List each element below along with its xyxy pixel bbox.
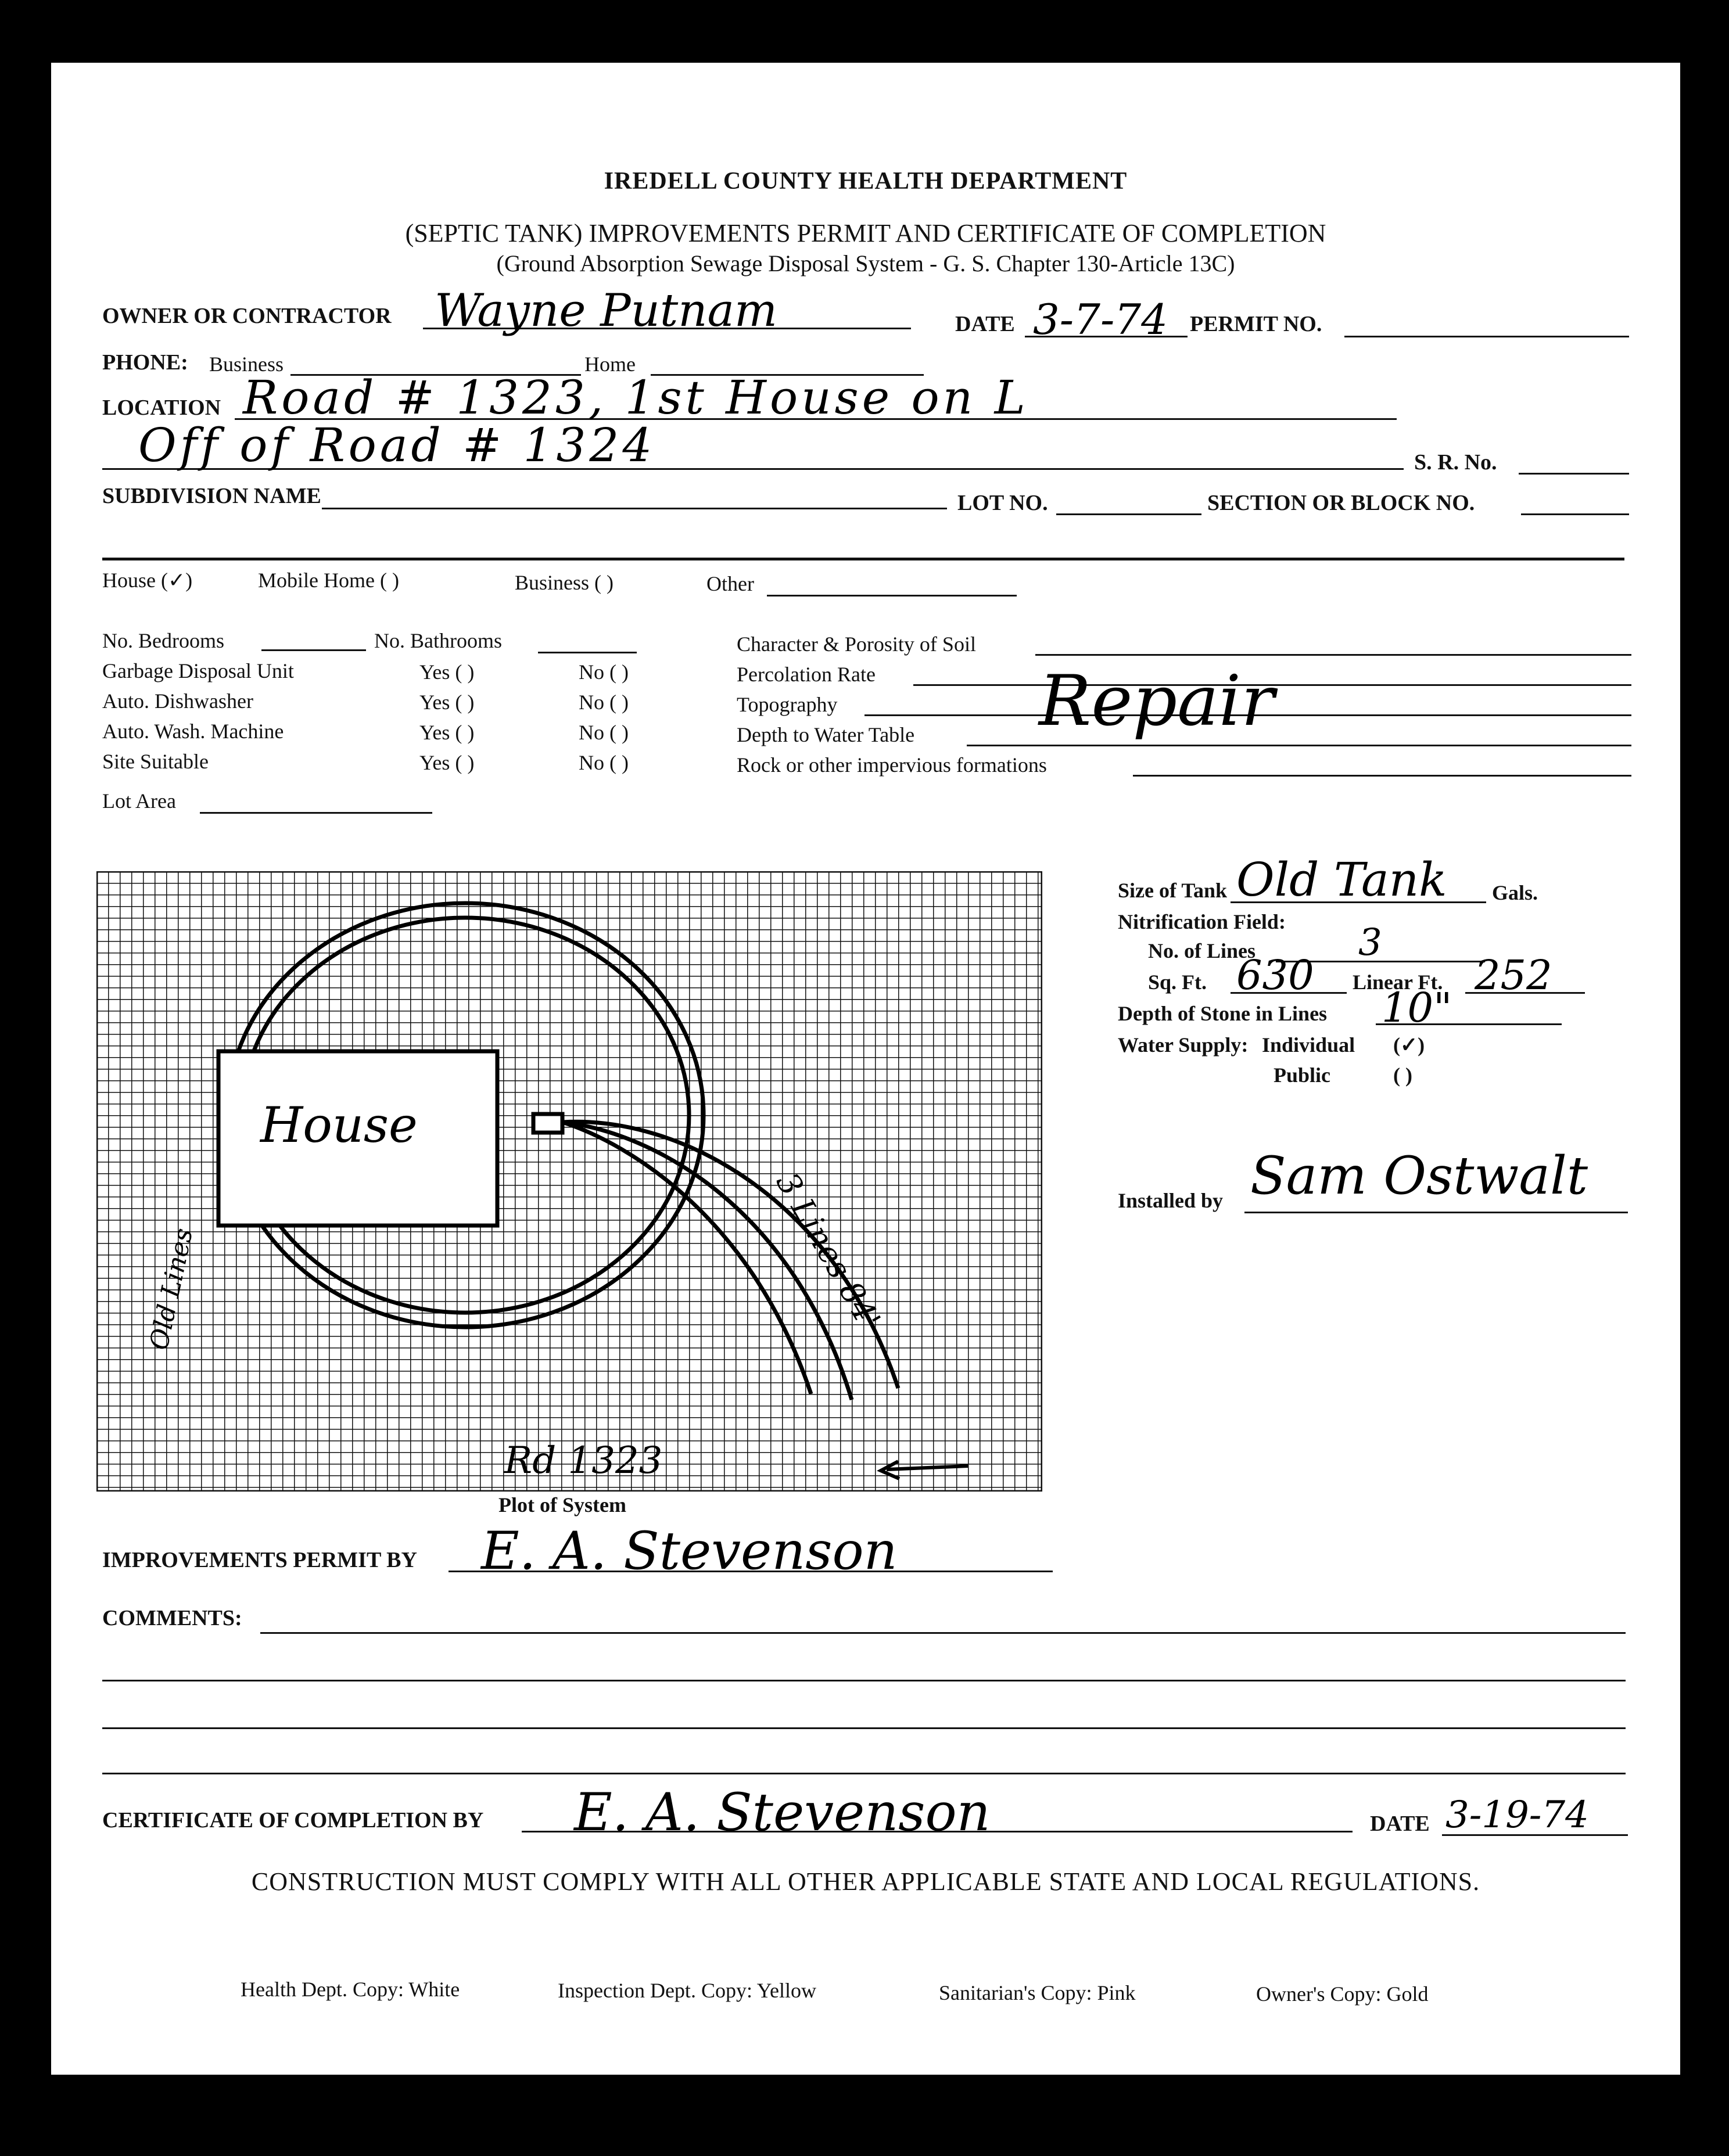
plot-side-label: Old Lines [144, 1226, 199, 1353]
gals-label: Gals. [1492, 881, 1538, 904]
copy-owner: Owner's Copy: Gold [1256, 1982, 1429, 2006]
sqft-value: 630 [1236, 951, 1314, 999]
type-business: Business ( ) [515, 571, 614, 594]
certificate-date-label: DATE [1370, 1812, 1430, 1836]
plot-field-label: 3 Lines 84' [769, 1166, 888, 1336]
tank-size-label: Size of Tank [1118, 879, 1228, 902]
location-line1: Road # 1323, 1st House on L [243, 371, 1029, 425]
site-label: Site Suitable [102, 750, 209, 773]
rock-label: Rock or other impervious formations [737, 753, 1047, 777]
washer-label: Auto. Wash. Machine [102, 720, 284, 743]
lot-area-label: Lot Area [102, 789, 176, 813]
water-individual-label: Individual [1262, 1033, 1355, 1057]
topography-label: Topography [737, 693, 838, 716]
lines-label: No. of Lines [1148, 939, 1256, 962]
form-page [51, 63, 1680, 2075]
phone-home-label: Home [584, 353, 636, 376]
stone-depth-value: 10" [1382, 984, 1452, 1032]
water-individual-mark: (✓) [1393, 1033, 1425, 1057]
date-label: DATE [955, 312, 1015, 336]
bathrooms-label: No. Bathrooms [374, 629, 502, 652]
installed-by-label: Installed by [1118, 1189, 1224, 1212]
dishwasher-yes: Yes ( ) [419, 691, 475, 714]
owner-value: Wayne Putnam [435, 285, 777, 337]
tank-size-value: Old Tank [1236, 853, 1447, 907]
improvements-permit-label: IMPROVEMENTS PERMIT BY [102, 1548, 417, 1572]
washer-no: No ( ) [579, 721, 629, 744]
water-public-mark: ( ) [1393, 1063, 1412, 1087]
permit-no-label: PERMIT NO. [1190, 312, 1322, 336]
garbage-label: Garbage Disposal Unit [102, 659, 294, 682]
certificate-date-value: 3-19-74 [1445, 1794, 1589, 1837]
soil-handwritten-repair: Repair [1039, 661, 1275, 742]
nitrification-label: Nitrification Field: [1118, 910, 1286, 933]
plot-grid [96, 871, 1042, 1492]
site-yes: Yes ( ) [419, 751, 475, 774]
type-other: Other [706, 572, 754, 595]
copy-sanitarian: Sanitarian's Copy: Pink [939, 1981, 1136, 2004]
garbage-yes: Yes ( ) [419, 660, 475, 684]
type-mobile-home: Mobile Home ( ) [258, 569, 399, 592]
subdivision-label: SUBDIVISION NAME [102, 484, 321, 508]
improvements-permit-value: E. A. Stevenson [481, 1521, 898, 1582]
washer-yes: Yes ( ) [419, 721, 475, 744]
sqft-label: Sq. Ft. [1148, 971, 1207, 994]
linear-ft-label: Linear Ft. [1353, 971, 1443, 994]
regulations-notice: CONSTRUCTION MUST COMPLY WITH ALL OTHER APPLICABLE STATE AND LOCAL REGULATIONS. [251, 1867, 1480, 1896]
location-line2: Off of Road # 1324 [138, 418, 656, 472]
installed-by-value: Sam Ostwalt [1250, 1145, 1588, 1206]
certificate-label: CERTIFICATE OF COMPLETION BY [102, 1808, 484, 1832]
water-supply-label: Water Supply: [1118, 1033, 1249, 1057]
type-house: House (✓) [102, 569, 193, 592]
form-subtitle: (Ground Absorption Sewage Disposal System - G. S. Chapter 130-Article 13C) [496, 250, 1235, 276]
location-label: LOCATION [102, 396, 221, 420]
comments-label: COMMENTS: [102, 1606, 242, 1630]
garbage-no: No ( ) [579, 660, 629, 684]
dishwasher-no: No ( ) [579, 691, 629, 714]
plot-caption: Plot of System [498, 1493, 626, 1517]
phone-label: PHONE: [102, 350, 188, 375]
water-public-label: Public [1274, 1063, 1331, 1087]
department-title: IREDELL COUNTY HEALTH DEPARTMENT [604, 168, 1128, 195]
copy-health: Health Dept. Copy: White [241, 1978, 460, 2001]
sr-no-label: S. R. No. [1414, 450, 1497, 475]
owner-label: OWNER OR CONTRACTOR [102, 304, 392, 328]
bedrooms-label: No. Bedrooms [102, 629, 224, 652]
water-table-label: Depth to Water Table [737, 723, 915, 746]
dishwasher-label: Auto. Dishwasher [102, 689, 253, 713]
phone-business-label: Business [209, 353, 284, 376]
form-title: (SEPTIC TANK) IMPROVEMENTS PERMIT AND CERTIFICATE OF COMPLETION [405, 219, 1326, 247]
linear-ft-value: 252 [1475, 951, 1552, 999]
plot-house-label: House [260, 1097, 418, 1154]
copy-inspection: Inspection Dept. Copy: Yellow [558, 1979, 816, 2002]
section-block-label: SECTION OR BLOCK NO. [1207, 491, 1475, 515]
soil-character-label: Character & Porosity of Soil [737, 633, 976, 656]
certificate-value: E. A. Stevenson [574, 1782, 991, 1843]
lot-no-label: LOT NO. [957, 491, 1048, 515]
stone-depth-label: Depth of Stone in Lines [1118, 1002, 1328, 1025]
site-no: No ( ) [579, 751, 629, 774]
lines-value: 3 [1358, 921, 1382, 964]
plot-road-label: Rd 1323 [504, 1439, 663, 1482]
date-value: 3-7-74 [1033, 295, 1168, 344]
percolation-label: Percolation Rate [737, 663, 876, 686]
